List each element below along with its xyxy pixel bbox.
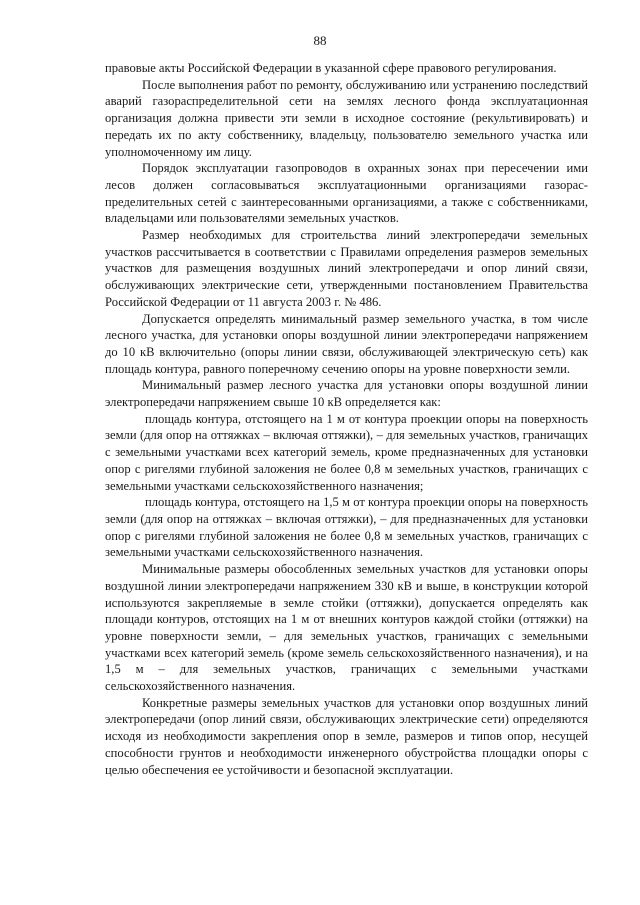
paragraph-330kv-plots: Минимальные размеры обособленных земельных участков для установки опоры воздушной линии электропередачи напряжением 330 кВ и выше, в конструкции которой используются закрепляемые в земле стойки (оттяжки), допускается определять как площади контуров, отстоящих на 1 м от внешних контуров каждой стойки (оттяжки) на уровне поверхности земли, – для земельных участков, граничащих с земельными участками всех категорий земель (кроме земель сельскохозяйственного назначения), и на 1,5 м – для земельных участков, граничащих с земельными участками сельскохозяйственного назначения. <box>105 562 588 694</box>
list-item-1-5m-contour: площадь контура, отстоящего на 1,5 м от контура проекции опоры на поверхность земли (для опор на оттяжках – включая оттяжки), – для предназначенных для установки опор с ригелями глубиной заложения не более 0,8 м земельных участков, граничащих с земельными участками сельскохозяйственного назначения. <box>105 495 588 560</box>
list-item-1m-contour: площадь контура, отстоящего на 1 м от контура проекции опоры на поверхность земли (для опор на оттяжках – включая оттяжки), – для земельных участков, граничащих с земельными участками всех категорий земель, кроме предназначенных для установки опор с ригелями глубиной заложения не более 0,8 м земельных участков, граничащих с земельными участками сельскохозяйственного назначения; <box>105 411 588 493</box>
paragraph-specific-sizes: Конкретные размеры земельных участков для установки опор воздушных линий электропередачи (опор линий связи, обслуживающих электрические сети) определяются исходя из необходимости закрепления опор в земле, размеров и типов опор, несущей способности грунтов и необходимости инженерного обустройства площадки опоры с целью обеспечения ее устойчивости и безопасной эксплуатации. <box>105 695 588 777</box>
paragraph-restoration: После выполнения работ по ремонту, обслуживанию или устранению последствий аварий газораспределительной сети на землях лесного фонда эксплуатационная организация должна привести эти земли в исходное состояние (рекультивировать) и передать их по акту собственнику, владельцу, пользователю земельного участка или уполномоченному им лицу. <box>105 77 588 159</box>
paragraph-continuation: правовые акты Российской Федерации в указанной сфере правового регулирования. <box>105 61 557 75</box>
paragraph-operation-procedure: Порядок эксплуатации газопроводов в охранных зонах при пересечении ими лесов должен согласовываться эксплуатационными организациями газораспределительных сетей с заинтересованными организациями, а также с собственниками, владельцами или пользователями земельных участков. <box>105 161 588 226</box>
paragraph-min-size-above-10kv: Минимальный размер лесного участка для установки опоры воздушной линии электропередачи напряжением свыше 10 кВ определяется как: <box>105 378 588 410</box>
paragraph-land-size-rules: Размер необходимых для строительства линий электропередачи земельных участков рассчитывается в соответствии с Правилами определения размеров земельных участков для размещения воздушных линий электропередачи и опор линий связи, обслуживающих электрические сети, утвержденными постановлением Правительства Российской Федерации от 11 августа 2003 г. № 486. <box>105 228 588 309</box>
page-number: 88 <box>313 33 327 48</box>
paragraph-min-size-10kv: Допускается определять минимальный размер земельного участка, в том числе лесного участка, для установки опоры воздушной линии электропередачи напряжением до 10 кВ включительно (опоры линии связи, обслуживающей электрическую сеть) как площадь контура, равного поперечному сечению опоры на уровне поверхности земли. <box>105 311 588 376</box>
document-body <box>105 60 588 778</box>
